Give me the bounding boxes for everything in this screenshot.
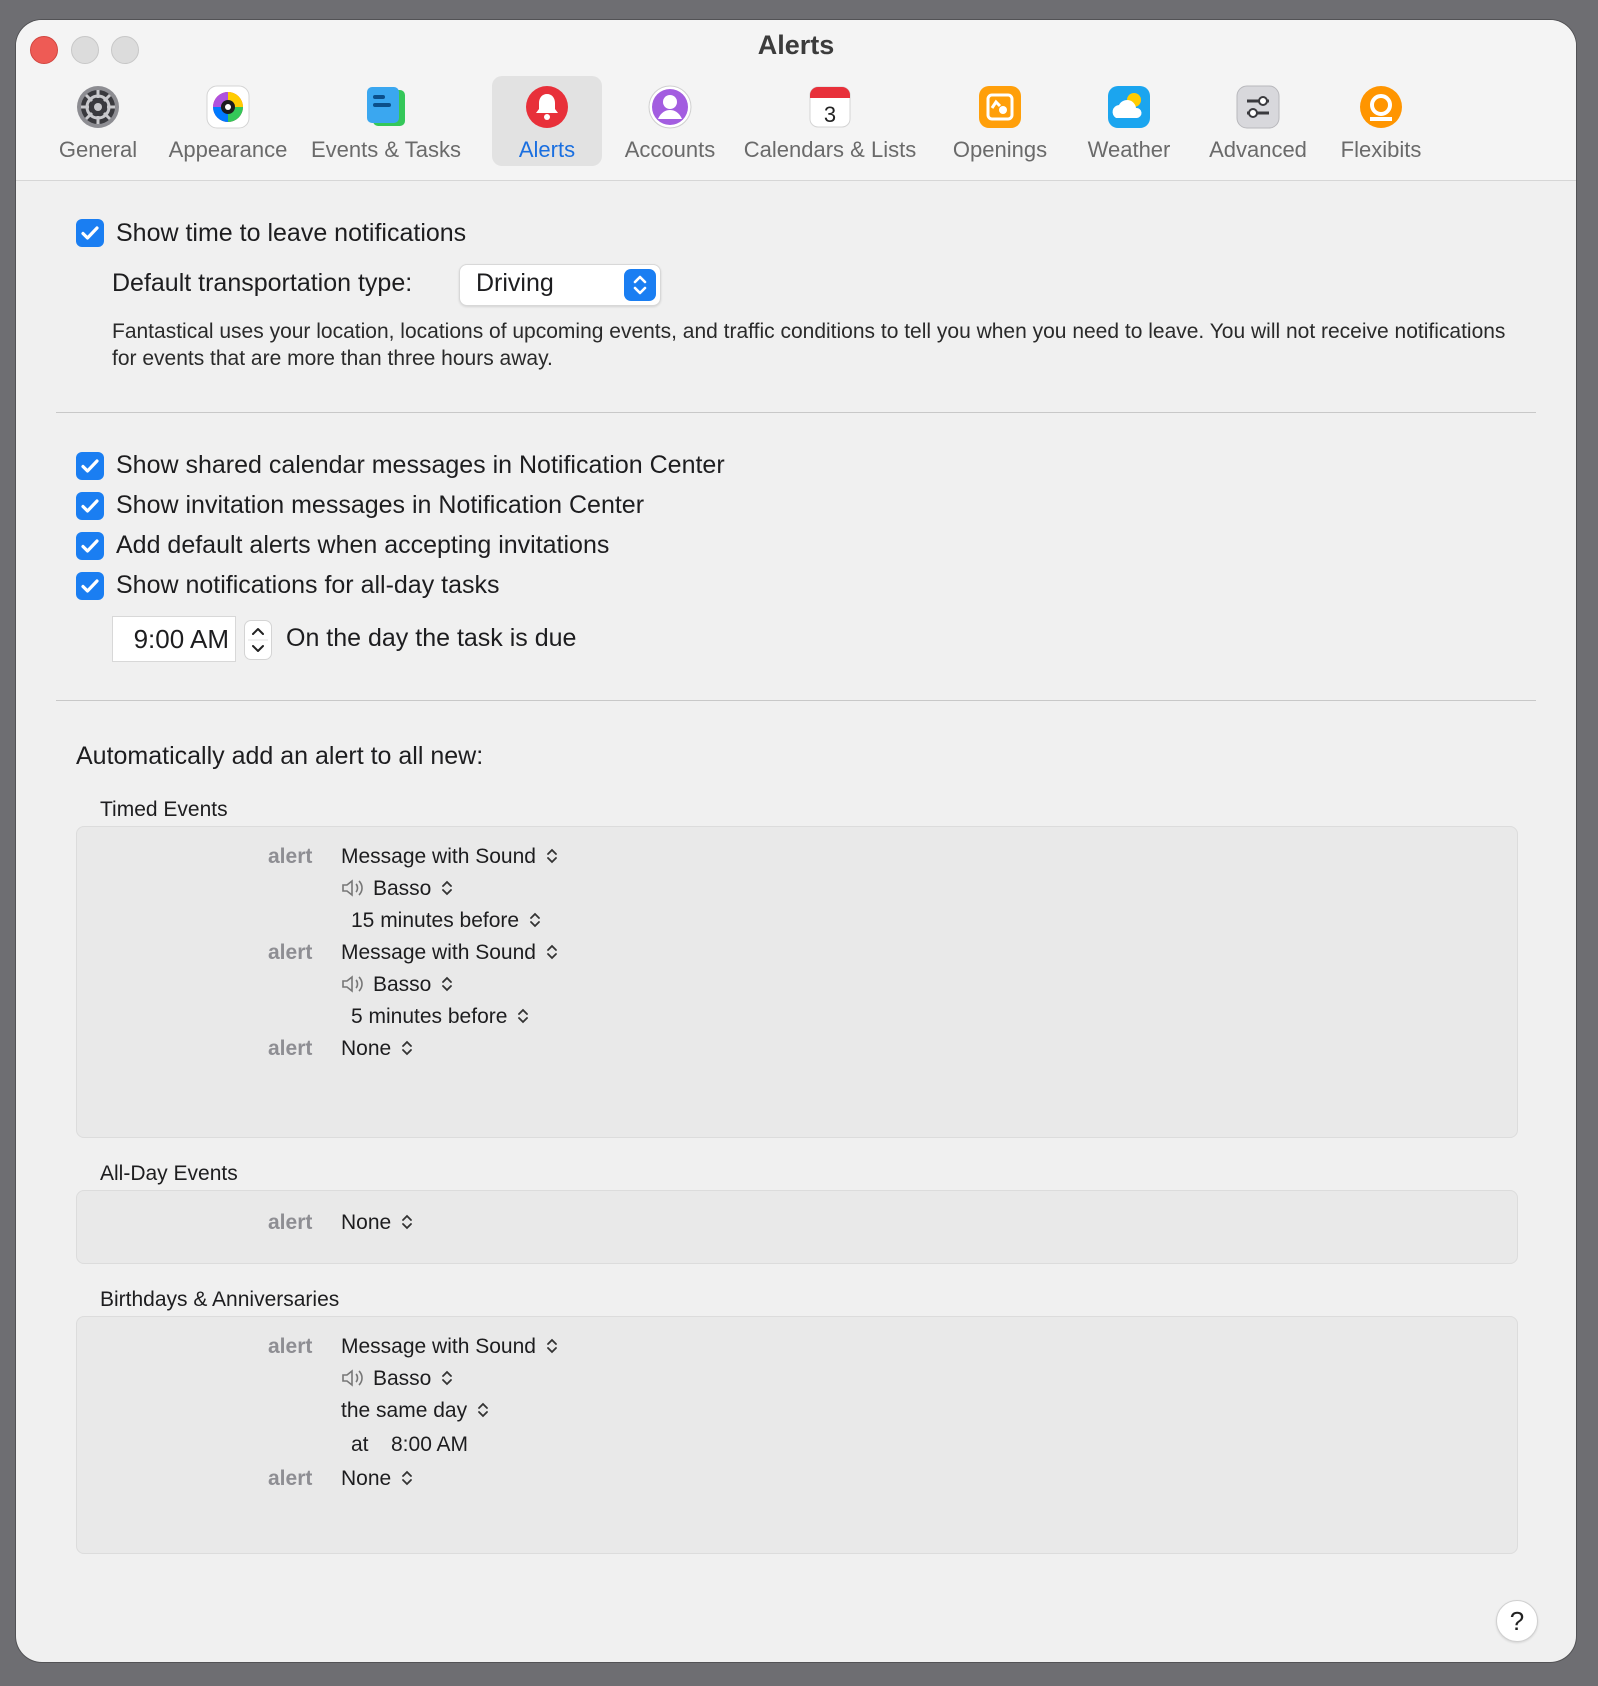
alert-type-popup[interactable] — [341, 845, 558, 869]
tab-weather[interactable] — [1074, 76, 1184, 166]
stepper-arrows-icon — [245, 621, 271, 659]
toolbar — [16, 20, 1576, 181]
alert-sound-popup[interactable] — [341, 1367, 453, 1391]
chevron-updown-icon — [546, 1338, 558, 1354]
alert-type-value: Message with Sound — [341, 845, 536, 868]
divider — [56, 700, 1536, 701]
divider — [56, 412, 1536, 413]
show-time-to-leave-checkbox[interactable] — [76, 219, 104, 247]
tab-label: Flexibits — [1340, 137, 1422, 162]
invitation-messages-checkbox[interactable] — [76, 492, 104, 520]
checkmark-icon — [76, 532, 104, 560]
tab-flexibits[interactable] — [1326, 76, 1436, 166]
tab-accounts[interactable] — [614, 76, 726, 166]
speaker-icon — [341, 974, 365, 994]
alert-type-popup[interactable] — [341, 1335, 558, 1359]
tab-advanced[interactable] — [1196, 76, 1320, 166]
alert-label: alert — [268, 1037, 313, 1060]
chevron-updown-icon — [477, 1402, 489, 1418]
alert-type-value: None — [341, 1211, 392, 1234]
alert-type-popup[interactable] — [341, 1467, 413, 1491]
auto-alerts-heading: Automatically add an alert to all new: — [76, 742, 484, 770]
timed-events-box — [76, 826, 1518, 1138]
default-alerts-label: Add default alerts when accepting invitations — [116, 531, 610, 559]
chevron-updown-icon — [529, 912, 541, 928]
openings-icon — [977, 84, 1023, 130]
person-icon — [647, 84, 693, 130]
alert-type-value: None — [341, 1467, 392, 1490]
calendar-icon — [807, 84, 853, 130]
checkmark-icon — [76, 219, 104, 247]
chevron-updown-icon — [517, 1008, 529, 1024]
alert-type-popup[interactable] — [341, 941, 558, 965]
invitation-messages-label: Show invitation messages in Notification Center — [116, 491, 645, 519]
gear-icon — [75, 84, 121, 130]
tab-label: Appearance — [168, 137, 288, 162]
checkmark-icon — [76, 452, 104, 480]
tab-calendars-lists[interactable] — [736, 76, 924, 166]
sliders-icon — [1235, 84, 1281, 130]
tab-label: Accounts — [624, 137, 716, 162]
tab-label: Openings — [952, 137, 1048, 162]
alert-sound-popup[interactable] — [341, 973, 453, 997]
shared-calendar-messages-label: Show shared calendar messages in Notification Center — [116, 451, 725, 479]
alert-when-value: 5 minutes before — [351, 1005, 508, 1028]
chevron-updown-icon — [401, 1470, 413, 1486]
alert-label: alert — [268, 845, 313, 868]
chevron-updown-icon — [401, 1040, 413, 1056]
alert-when-popup[interactable] — [351, 909, 541, 933]
tab-general[interactable] — [46, 76, 150, 166]
speaker-icon — [341, 1368, 365, 1388]
chevron-updown-icon — [441, 880, 453, 896]
default-alerts-checkbox[interactable] — [76, 532, 104, 560]
task-time-description: On the day the task is due — [286, 624, 577, 652]
transport-type-popup[interactable] — [459, 264, 661, 306]
chevron-updown-icon — [441, 1370, 453, 1386]
alert-label: alert — [268, 941, 313, 964]
alert-sound-value: Basso — [373, 1367, 432, 1390]
chevron-updown-icon — [441, 976, 453, 992]
checkmark-icon — [76, 492, 104, 520]
task-time-stepper[interactable] — [244, 620, 272, 660]
alert-label: alert — [268, 1211, 313, 1234]
alert-sound-popup[interactable] — [341, 877, 453, 901]
chevron-updown-icon — [546, 944, 558, 960]
tab-openings[interactable] — [940, 76, 1060, 166]
tab-label: Alerts — [518, 137, 576, 162]
alert-type-value: Message with Sound — [341, 941, 536, 964]
transport-type-label: Default transportation type: — [112, 269, 413, 297]
popup-arrows-icon — [624, 269, 656, 301]
preferences-window — [16, 20, 1576, 1662]
transport-type-value: Driving — [476, 269, 554, 297]
tab-events-tasks[interactable] — [304, 76, 468, 166]
birthdays-box — [76, 1316, 1518, 1554]
task-time-field[interactable]: 9:00 AM — [112, 616, 236, 662]
tab-appearance[interactable] — [164, 76, 292, 166]
timed-events-title: Timed Events — [100, 798, 228, 821]
alert-sound-value: Basso — [373, 973, 432, 996]
alert-type-value: None — [341, 1037, 392, 1060]
time-to-leave-description: Fantastical uses your location, locations of upcoming events, and traffic conditions to tell you when you need to leave. You will not receive notifications for events that are more than three hours away. — [112, 320, 1506, 370]
birthdays-title: Birthdays & Anniversaries — [100, 1288, 340, 1311]
show-time-to-leave-label: Show time to leave notifications — [116, 219, 467, 247]
alert-at-time[interactable]: 8:00 AM — [391, 1433, 469, 1456]
all-day-tasks-checkbox[interactable] — [76, 572, 104, 600]
alert-when-popup[interactable] — [351, 1005, 529, 1029]
all-day-tasks-label: Show notifications for all-day tasks — [116, 571, 500, 599]
alert-type-popup[interactable] — [341, 1211, 413, 1235]
alert-at-label: at — [351, 1433, 369, 1456]
speaker-icon — [341, 878, 365, 898]
all-day-events-box — [76, 1190, 1518, 1264]
alert-sound-value: Basso — [373, 877, 432, 900]
checkmark-icon — [76, 572, 104, 600]
tab-label: Calendars & Lists — [743, 137, 917, 162]
weather-icon — [1106, 84, 1152, 130]
tab-label: Events & Tasks — [311, 137, 461, 162]
alert-label: alert — [268, 1335, 313, 1358]
all-day-events-title: All-Day Events — [100, 1162, 238, 1185]
help-button[interactable]: ? — [1496, 1600, 1538, 1642]
alert-type-value: Message with Sound — [341, 1335, 536, 1358]
alert-type-popup[interactable] — [341, 1037, 413, 1061]
events-tasks-icon — [363, 84, 409, 130]
alert-label: alert — [268, 1467, 313, 1490]
window-title: Alerts — [757, 30, 835, 60]
alert-when-popup[interactable] — [341, 1399, 489, 1423]
calendar-day-number: 3 — [823, 102, 837, 127]
alert-when-value: the same day — [341, 1399, 468, 1422]
tab-label: Weather — [1087, 137, 1171, 162]
shared-calendar-messages-checkbox[interactable] — [76, 452, 104, 480]
chevron-updown-icon — [401, 1214, 413, 1230]
bell-icon — [524, 84, 570, 130]
chevron-updown-icon — [546, 848, 558, 864]
tab-alerts[interactable] — [492, 76, 602, 166]
tab-label: General — [58, 137, 138, 162]
color-wheel-icon — [205, 84, 251, 130]
flexibits-icon — [1358, 84, 1404, 130]
alert-when-value: 15 minutes before — [351, 909, 520, 932]
tab-label: Advanced — [1209, 137, 1307, 162]
